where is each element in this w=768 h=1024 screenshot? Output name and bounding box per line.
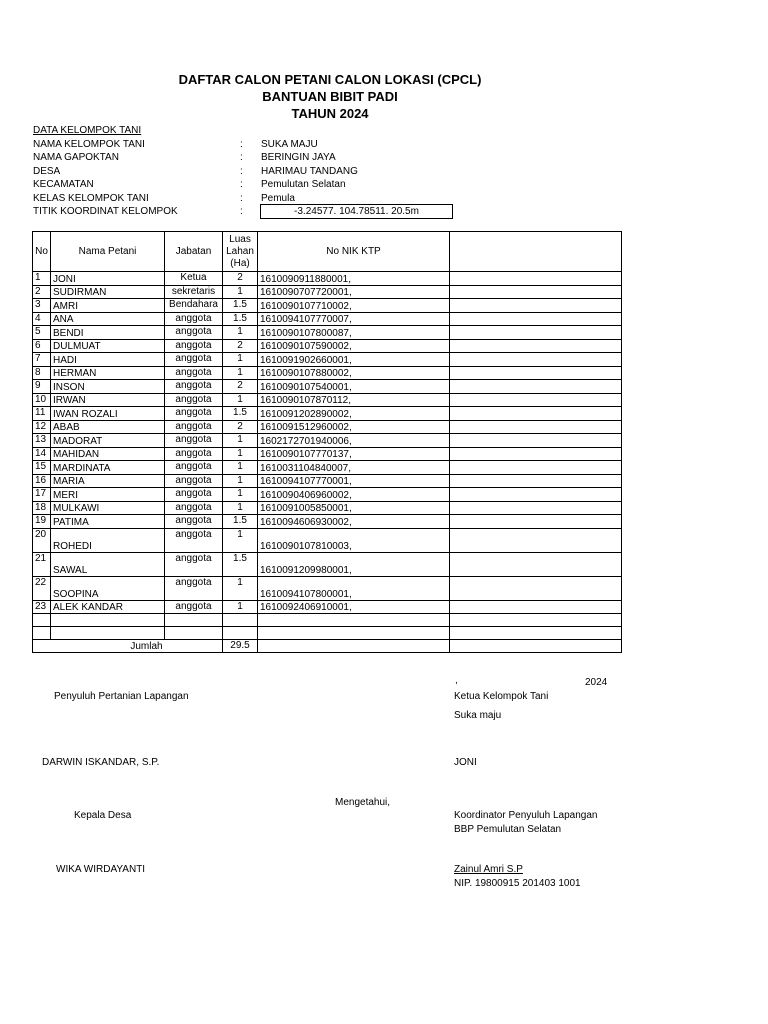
info-label: NAMA GAPOKTAN (33, 152, 119, 163)
koordinator-office: BBP Pemulutan Selatan (454, 824, 562, 835)
cell-jabatan: anggota (165, 600, 223, 614)
cell-no: 20 (33, 528, 51, 552)
cell-nik: 1610092406910001, (258, 600, 450, 614)
cell-luas: 1 (223, 366, 258, 380)
info-label: NAMA KELOMPOK TANI (33, 138, 145, 150)
right-signer-title: Ketua Kelompok Tani (454, 691, 549, 702)
cell-blank (450, 299, 622, 313)
header-luas: Luas Lahan (Ha) (223, 232, 258, 272)
cell-no: 8 (33, 366, 51, 380)
cell-no: 4 (33, 312, 51, 326)
cell-nik: 1602172701940006, (258, 434, 450, 448)
cell-jabatan: anggota (165, 552, 223, 576)
cell-nama: MULKAWI (51, 501, 165, 515)
right-signer-name: JONI (454, 757, 477, 768)
table-row (33, 299, 622, 313)
cell-jabatan: anggota (165, 380, 223, 394)
cell-blank (450, 600, 622, 614)
cell-luas: 2 (223, 272, 258, 286)
cell-blank (450, 461, 622, 475)
cell-luas: 2 (223, 420, 258, 434)
cell-jabatan: anggota (165, 474, 223, 488)
cell-nik: 1610090911880001, (258, 272, 450, 286)
cell-no: 5 (33, 326, 51, 340)
cell-jabatan: Bendahara (165, 299, 223, 313)
table-row (33, 434, 622, 448)
info-label: KECAMATAN (33, 179, 94, 190)
cell-nik: 1610090107870112, (258, 393, 450, 407)
cell-no: 14 (33, 447, 51, 461)
cell-luas: 1 (223, 474, 258, 488)
table-row (33, 474, 622, 488)
table-row (33, 285, 622, 299)
cell-blank (450, 528, 622, 552)
cell-no: 21 (33, 552, 51, 576)
section-title: DATA KELOMPOK TANI (33, 125, 142, 136)
cell-luas: 1 (223, 434, 258, 448)
cell-jabatan: anggota (165, 528, 223, 552)
cell-nik: 1610090107800087, (258, 326, 450, 340)
cell-blank (450, 272, 622, 286)
cell-blank (450, 366, 622, 380)
table-row (33, 447, 622, 461)
cell-no: 11 (33, 407, 51, 421)
date-comma: , (455, 675, 458, 686)
cell-nama: HADI (51, 353, 165, 367)
cell-jabatan: sekretaris (165, 285, 223, 299)
cell-no: 1 (33, 272, 51, 286)
info-sep: : (240, 138, 243, 150)
cell-nama: BENDI (51, 326, 165, 340)
cell-blank (450, 326, 622, 340)
cell-luas: 1 (223, 285, 258, 299)
info-value: Pemula (261, 192, 295, 204)
cell-nik: 1610091902660001, (258, 353, 450, 367)
document-title-line2: BANTUAN BIBIT PADI (262, 89, 398, 104)
table-row (33, 552, 622, 576)
cell-nama: ALEK KANDAR (51, 600, 165, 614)
cell-luas: 1 (223, 447, 258, 461)
cell-blank (450, 474, 622, 488)
cell-luas: 2 (223, 380, 258, 394)
coordinate-value-box: -3.24577. 104.78511. 20.5m (260, 204, 453, 219)
cell-nik: 1610090107710002, (258, 299, 450, 313)
cell-nama: IRWAN (51, 393, 165, 407)
cell-jabatan: anggota (165, 353, 223, 367)
total-label (33, 640, 223, 653)
cell-no: 15 (33, 461, 51, 475)
cell-nama: JONI (51, 272, 165, 286)
header-no: No (33, 232, 51, 272)
cell-blank (450, 407, 622, 421)
total-value: 29.5 (223, 640, 258, 653)
cell-luas: 1 (223, 576, 258, 600)
kades-name: WIKA WIRDAYANTI (56, 864, 146, 875)
cell-luas: 1.5 (223, 299, 258, 313)
table-row (33, 339, 622, 353)
cell-nik: 1610094107800001, (258, 576, 450, 600)
cell-jabatan: anggota (165, 393, 223, 407)
total-row (33, 640, 622, 653)
koordinator-nip: NIP. 19800915 201403 1001 (454, 878, 581, 889)
cell-luas: 2 (223, 339, 258, 353)
cell-nama: ABAB (51, 420, 165, 434)
cell-nama: MARIA (51, 474, 165, 488)
info-sep: : (240, 165, 243, 177)
cell-jabatan: anggota (165, 420, 223, 434)
cell-jabatan: anggota (165, 515, 223, 529)
info-value: HARIMAU TANDANG (261, 165, 358, 177)
cell-nik: 1610090107590002, (258, 339, 450, 353)
cell-no: 3 (33, 299, 51, 313)
info-label: DESA (33, 165, 61, 177)
cell-jabatan: anggota (165, 576, 223, 600)
cell-no: 12 (33, 420, 51, 434)
table-row (33, 461, 622, 475)
table-row (33, 420, 622, 434)
cell-nama: IWAN ROZALI (51, 407, 165, 421)
kades-title: Kepala Desa (74, 810, 132, 821)
cell-no: 9 (33, 380, 51, 394)
cell-nama: ROHEDI (51, 528, 165, 552)
cell-no: 7 (33, 353, 51, 367)
table-body (33, 272, 622, 614)
cell-blank (450, 447, 622, 461)
date-year: 2024 (585, 677, 608, 688)
cell-blank (450, 339, 622, 353)
cell-luas: 1 (223, 461, 258, 475)
cell-nama: DULMUAT (51, 339, 165, 353)
cell-luas: 1 (223, 600, 258, 614)
cell-blank (450, 576, 622, 600)
empty-row (33, 627, 622, 640)
cell-nama: MADORAT (51, 434, 165, 448)
info-sep: : (240, 192, 243, 204)
cell-luas: 1.5 (223, 552, 258, 576)
table-row (33, 380, 622, 394)
info-sep: : (240, 206, 243, 217)
cell-nik: 1610094107770001, (258, 474, 450, 488)
cell-no: 23 (33, 600, 51, 614)
cell-blank (450, 285, 622, 299)
table-row (33, 353, 622, 367)
cell-blank (450, 420, 622, 434)
cell-nama: INSON (51, 380, 165, 394)
table-header-row (33, 232, 622, 272)
cell-nama: MAHIDAN (51, 447, 165, 461)
cell-blank (450, 552, 622, 576)
cell-nik: 1610091512960002, (258, 420, 450, 434)
cell-blank (450, 353, 622, 367)
cell-nama: MERI (51, 488, 165, 502)
cell-luas: 1 (223, 528, 258, 552)
cell-blank (450, 501, 622, 515)
header-blank (450, 232, 622, 272)
cell-nama: AMRI (51, 299, 165, 313)
table-row (33, 366, 622, 380)
table-row (33, 407, 622, 421)
cell-nik: 1610090107810003, (258, 528, 450, 552)
cell-luas: 1 (223, 353, 258, 367)
document-title-line1: DAFTAR CALON PETANI CALON LOKASI (CPCL) (178, 72, 482, 87)
info-label: TITIK KOORDINAT KELOMPOK (33, 206, 178, 217)
cell-luas: 1 (223, 488, 258, 502)
cell-jabatan: anggota (165, 501, 223, 515)
table-row (33, 600, 622, 614)
cell-jabatan: anggota (165, 434, 223, 448)
cell-jabatan: anggota (165, 326, 223, 340)
cell-jabatan: anggota (165, 447, 223, 461)
cell-nik: 1610090406960002, (258, 488, 450, 502)
cell-no: 2 (33, 285, 51, 299)
header-nik: No NIK KTP (258, 232, 450, 272)
table-row (33, 515, 622, 529)
table-row (33, 272, 622, 286)
right-signer-group: Suka maju (454, 710, 502, 721)
koordinator-name: Zainul Amri S.P (454, 864, 523, 875)
cell-blank (450, 312, 622, 326)
cell-luas: 1.5 (223, 312, 258, 326)
total-label-text: Jumlah (130, 640, 163, 652)
cell-nik: 1610090107880002, (258, 366, 450, 380)
cell-no: 10 (33, 393, 51, 407)
cell-no: 16 (33, 474, 51, 488)
cell-blank (450, 434, 622, 448)
info-label: KELAS KELOMPOK TANI (33, 192, 149, 204)
cell-nik: 1610090107770137, (258, 447, 450, 461)
cell-nama: ANA (51, 312, 165, 326)
cell-jabatan: anggota (165, 312, 223, 326)
cell-nik: 1610091209980001, (258, 552, 450, 576)
cell-nik: 1610031104840007, (258, 461, 450, 475)
cell-nik: 1610094107770007, (258, 312, 450, 326)
cell-nik: 1610090707720001, (258, 285, 450, 299)
cell-blank (450, 393, 622, 407)
info-sep: : (240, 152, 243, 163)
cell-blank (450, 488, 622, 502)
cell-nik: 1610091005850001, (258, 501, 450, 515)
table-row (33, 312, 622, 326)
left-signer-title: Penyuluh Pertanian Lapangan (54, 691, 189, 702)
header-nama: Nama Petani (51, 232, 165, 272)
cell-jabatan: anggota (165, 407, 223, 421)
info-value: BERINGIN JAYA (261, 152, 336, 163)
cell-nik: 1610091202890002, (258, 407, 450, 421)
cell-luas: 1 (223, 326, 258, 340)
cell-no: 22 (33, 576, 51, 600)
cell-nama: MARDINATA (51, 461, 165, 475)
cell-nik: 1610094606930002, (258, 515, 450, 529)
cell-luas: 1.5 (223, 407, 258, 421)
cell-luas: 1 (223, 501, 258, 515)
cell-nama: PATIMA (51, 515, 165, 529)
cell-jabatan: anggota (165, 339, 223, 353)
cell-blank (450, 380, 622, 394)
cell-luas: 1.5 (223, 515, 258, 529)
cell-nama: SUDIRMAN (51, 285, 165, 299)
info-value: SUKA MAJU (261, 138, 318, 150)
left-signer-name: DARWIN ISKANDAR, S.P. (42, 757, 160, 768)
table-row (33, 488, 622, 502)
table-row (33, 576, 622, 600)
empty-row (33, 614, 622, 627)
koordinator-title: Koordinator Penyuluh Lapangan (454, 810, 598, 821)
cell-jabatan: anggota (165, 488, 223, 502)
cell-luas: 1 (223, 393, 258, 407)
cell-jabatan: anggota (165, 461, 223, 475)
info-value: Pemulutan Selatan (261, 179, 346, 190)
cell-nama: SAWAL (51, 552, 165, 576)
header-jabatan: Jabatan (165, 232, 223, 272)
cell-no: 17 (33, 488, 51, 502)
cell-no: 18 (33, 501, 51, 515)
table-row (33, 393, 622, 407)
cell-jabatan: Ketua (165, 272, 223, 286)
cell-no: 13 (33, 434, 51, 448)
table-row (33, 501, 622, 515)
farmer-table (32, 231, 622, 653)
document-title-line3: TAHUN 2024 (291, 106, 369, 121)
info-sep: : (240, 179, 243, 190)
cell-nama: SOOPINA (51, 576, 165, 600)
cell-blank (450, 515, 622, 529)
cell-nama: HERMAN (51, 366, 165, 380)
cell-jabatan: anggota (165, 366, 223, 380)
table-row (33, 326, 622, 340)
table-row (33, 528, 622, 552)
cell-no: 19 (33, 515, 51, 529)
mengetahui-label: Mengetahui, (335, 797, 391, 808)
cell-no: 6 (33, 339, 51, 353)
cell-nik: 1610090107540001, (258, 380, 450, 394)
